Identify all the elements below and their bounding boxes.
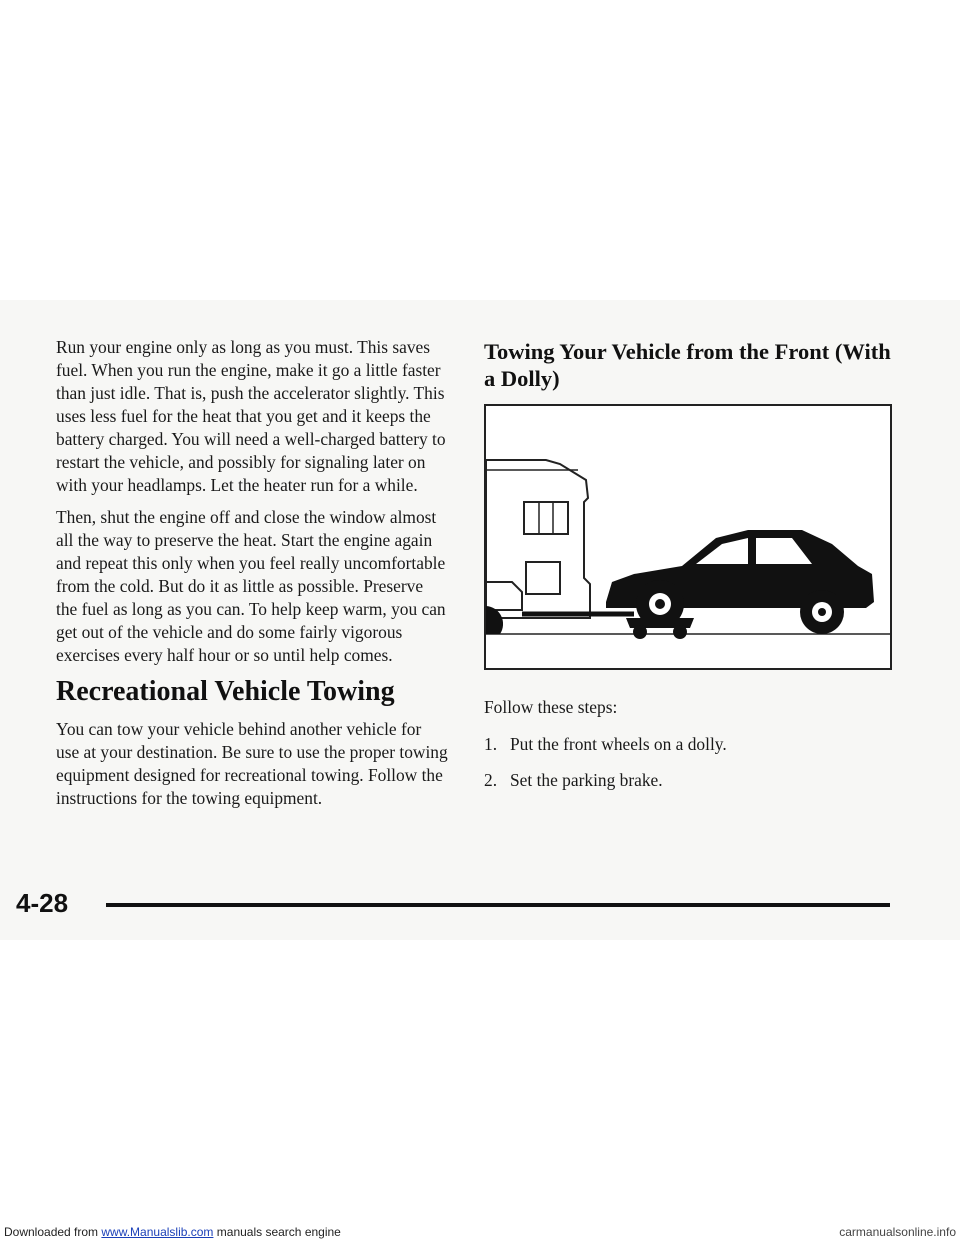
step-number: 1. (484, 734, 498, 754)
list-item (484, 733, 894, 756)
subsection-title-dolly-towing: Towing Your Vehicle from the Front (With a Dolly) (484, 339, 891, 391)
list-item (484, 769, 894, 792)
download-footer-bar (0, 1223, 960, 1242)
download-source-text (4, 1223, 341, 1242)
manualslib-link[interactable]: www.Manualslib.com (101, 1225, 214, 1239)
step-text: Set the parking brake. (510, 770, 663, 790)
step-text: Put the front wheels on a dolly. (510, 734, 727, 754)
towing-diagram-icon (486, 406, 890, 668)
section-title-recreational-towing: Recreational Vehicle Towing (56, 676, 395, 707)
page-number: 4-28 (16, 888, 69, 918)
paragraph-recreational-towing: You can tow your vehicle behind another vehicle for use at your destination. Be sure to use the proper towing equipment designed for recreational towing. Follow the instructions for the towing equipment. (56, 719, 448, 808)
steps-intro: Follow these steps: (484, 697, 618, 717)
paragraph-shut-engine: Then, shut the engine off and close the window almost all the way to preserve the heat. Start the engine again and repeat this only when you feel really uncomfortable from the cold. But do it as little as possible. Preserve the fuel as long as you can. To help keep warm, you can get out of the vehicle and do some fairly vigorous exercises every half hour or so until help comes. (56, 507, 446, 665)
watermark-text: carmanualsonline.info (839, 1225, 956, 1239)
steps-list (484, 733, 894, 792)
dolly-towing-illustration (484, 404, 892, 670)
step-number: 2. (484, 770, 498, 790)
left-column (56, 336, 448, 819)
footer-rule (106, 903, 890, 907)
download-suffix: manuals search engine (213, 1225, 341, 1239)
right-column (484, 336, 894, 805)
paragraph-engine: Run your engine only as long as you must. This saves fuel. When you run the engine, make it go a little faster than just idle. That is, push the accelerator slightly. This uses less fuel for the heat that you get and it keeps the battery charged. You will need a well-charged battery to restart the vehicle, and possibly for signaling later on with your headlamps. Let the heater run for a while. (56, 337, 446, 495)
download-prefix: Downloaded from (4, 1225, 102, 1239)
